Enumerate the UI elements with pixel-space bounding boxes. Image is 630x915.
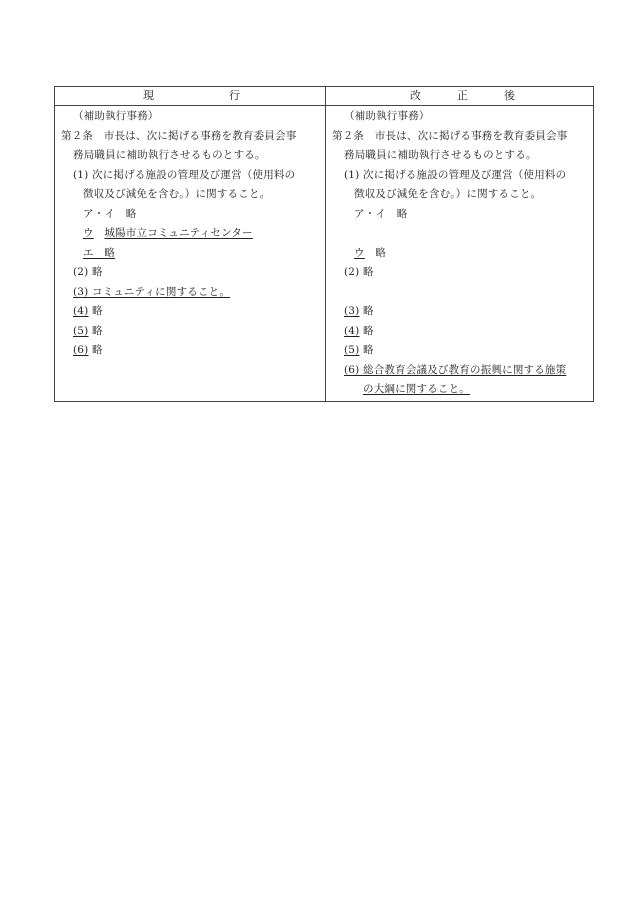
header-current-char-1: 現 [143,89,154,102]
current-item4-num: (4) [73,305,89,317]
revised-item6-line-1 [344,362,566,377]
header-current [55,87,325,105]
header-revised-char-3: 後 [504,89,515,102]
header-current-char-2: 行 [229,89,240,102]
current-item1-line-1: (1) 次に掲げる施設の管理及び運営（使用料の [73,169,296,181]
revised-article-line-1: 第２条 市長は、次に掲げる事務を教育委員会事 [332,130,568,142]
header-revised [326,87,594,105]
current-item3 [73,284,230,299]
current-item6-num: (6) [73,344,89,356]
revised-item5-num: (5) [344,344,360,356]
revised-item5 [344,342,374,357]
header-revised-char-1: 改 [410,89,421,102]
revised-sub-ai: ア・イ 略 [354,208,408,220]
current-item5-num: (5) [73,325,89,337]
revised-sub-u-mark: ウ [354,247,365,259]
revised-sub-u-text: 略 [375,247,387,259]
revised-item1-line-2: 徴収及び減免を含む。）に関すること。 [354,188,542,200]
current-column [55,106,323,401]
revised-item4-text: 略 [363,325,374,337]
current-sub-u-mark: ウ [83,227,94,239]
revised-title: （補助執行事務） [344,110,430,122]
revised-item3-num: (3) [344,305,360,317]
revised-item6-text-1: 総合教育会議及び教育の振興に関する施策 [363,364,567,376]
revised-item3-text: 略 [363,305,374,317]
current-title: （補助執行事務） [73,110,159,122]
current-item5 [73,323,103,338]
revised-item1-line-1: (1) 次に掲げる施設の管理及び運営（使用料の [344,169,567,181]
revised-sub-u [354,245,386,260]
current-item1-line-2: 徴収及び減免を含む。）に関すること。 [83,188,271,200]
current-article-line-1: 第２条 市長は、次に掲げる事務を教育委員会事 [61,130,297,142]
current-item4-text: 略 [92,305,103,317]
current-item2: (2) 略 [73,266,103,278]
current-sub-u-text: 城陽市立コミュニティセンター [104,227,253,239]
current-sub-u [83,225,253,240]
current-article-line-2: 務局職員に補助執行させるものとする。 [73,149,266,161]
current-item5-text: 略 [92,325,103,337]
current-item6 [73,342,103,357]
revised-item5-text: 略 [363,344,374,356]
current-sub-e: エ 略 [83,247,116,259]
current-item6-text: 略 [92,344,103,356]
revised-item4 [344,323,374,338]
revised-item2: (2) 略 [344,266,374,278]
revised-item6-num: (6) [344,364,360,376]
revised-item3 [344,303,374,318]
comparison-table [54,86,594,402]
current-item3-num: (3) [73,286,89,298]
revised-item4-num: (4) [344,325,360,337]
current-sub-ai: ア・イ 略 [83,208,137,220]
header-revised-char-2: 正 [457,89,468,102]
revised-item6-line-2: の大綱に関すること。 [363,383,470,395]
revised-article-line-2: 務局職員に補助執行させるものとする。 [344,149,537,161]
current-item3-text: コミュニティに関すること。 [92,286,231,298]
current-item4 [73,303,103,318]
revised-column [326,106,594,401]
